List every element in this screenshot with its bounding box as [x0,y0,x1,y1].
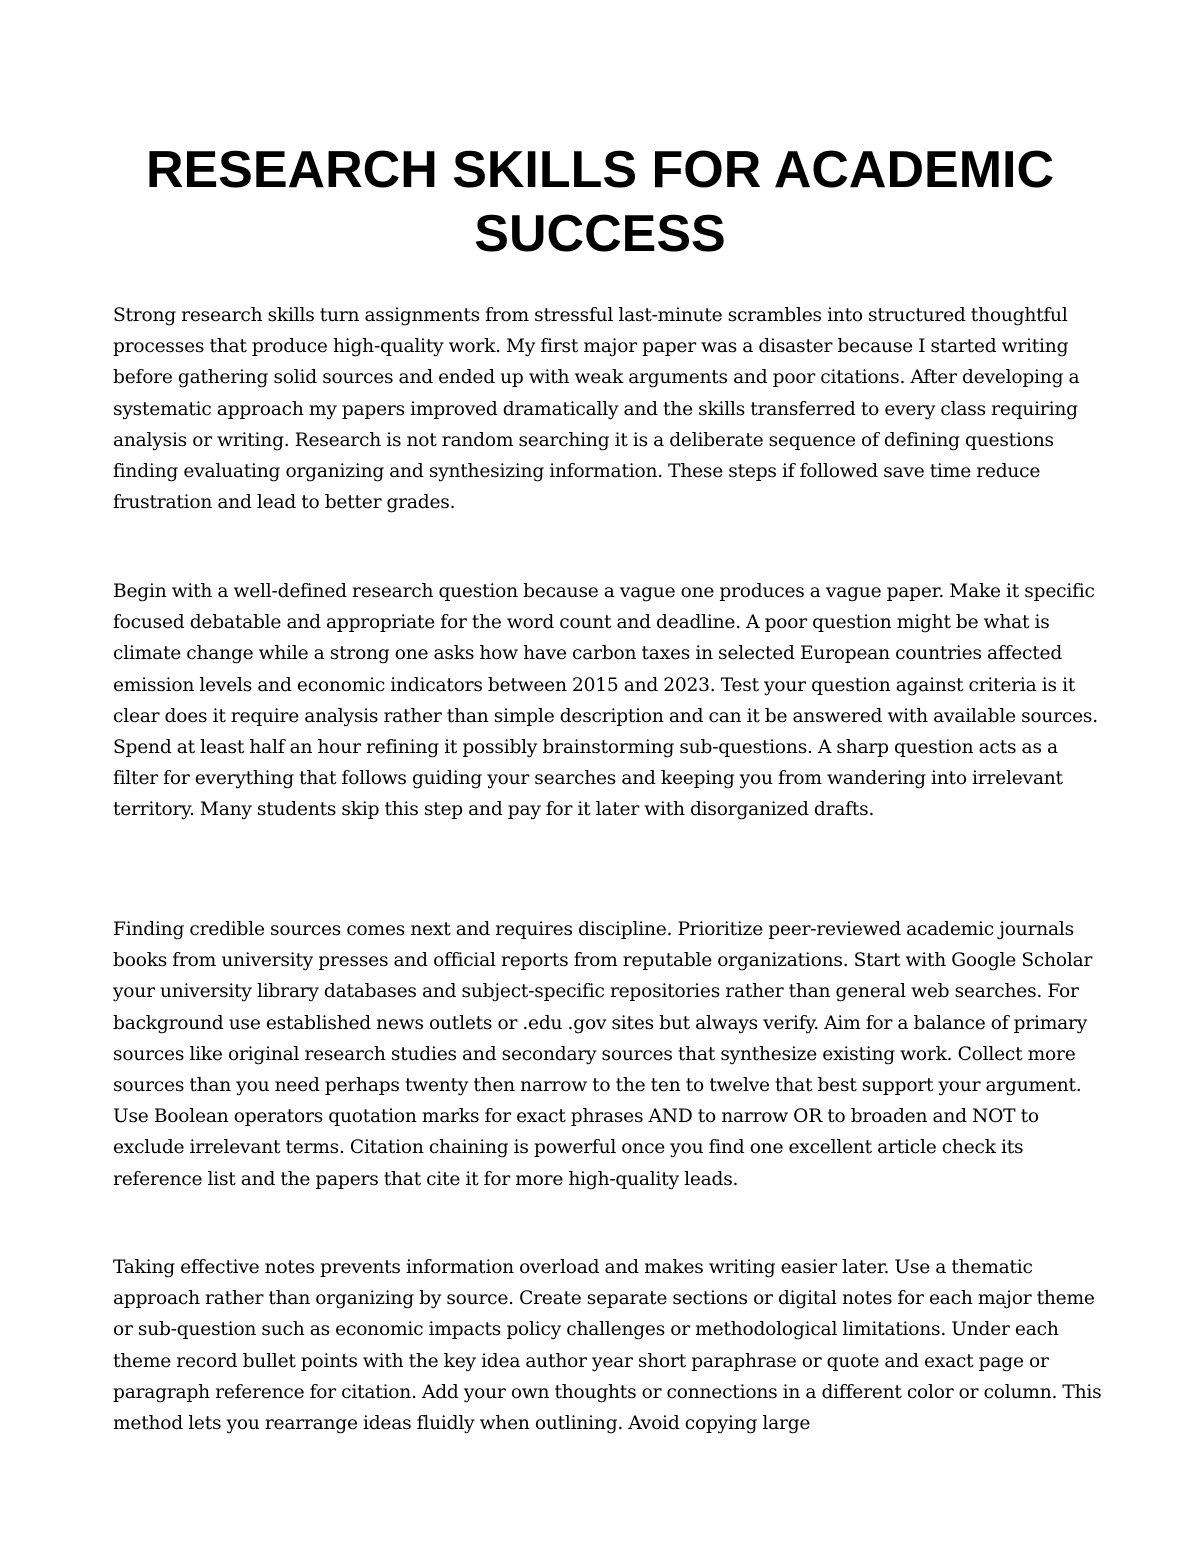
paragraph-research-question: Begin with a well-defined research question because a vague one produces a vague paper. Make it specific focused debatable and appropriate for the word count and deadline. A poor question might be what is climate change while a strong one asks how have carbon taxes in selected European countries affected emission levels and economic indicators between 2015 and 2023. Test your question against criteria is it clear does it require analysis rather than simple description and can it be answered with available sources. Spend at least half an hour refining it possibly brainstorming sub-questions. A sharp question acts as a filter for everything that follows guiding your searches and keeping you from wandering into irrelevant territory. Many students skip this step and pay for it later with disorganized drafts. [113,581,1098,821]
paragraph-credible-sources: Finding credible sources comes next and requires discipline. Prioritize peer-reviewed academic journals books from university presses and official reports from reputable organizations. Start with Google Scholar your university library databases and subject-specific repositories rather than general web searches. For background use established news outlets or .edu .gov sites but always verify. Aim for a balance of primary sources like original research studies and secondary sources that synthesize existing work. Collect more sources than you need perhaps twenty then narrow to the ten to twelve that best support your argument. Use Boolean operators quotation marks for exact phrases AND to narrow OR to broaden and NOT to exclude irrelevant terms. Citation chaining is powerful once you find one excellent article check its reference list and the papers that cite it for more high-quality leads. [113,919,1093,1190]
paragraph-note-taking: Taking effective notes prevents information overload and makes writing easier later. Use a thematic approach rather than organizing by source. Create separate sections or digital notes for each major theme or sub-question such as economic impacts policy challenges or methodological limitations. Under each theme record bullet points with the key idea author year short paraphrase or quote and exact page or paragraph reference for citation. Add your own thoughts or connections in a different color or column. This method lets you rearrange ideas fluidly when outlining. Avoid copying large [113,1257,1102,1435]
document-title: RESEARCH SKILLS FOR ACADEMIC SUCCESS [145,141,1055,263]
paragraph-intro: Strong research skills turn assignments from stressful last-minute scrambles into structured thoughtful processes that produce high-quality work. My first major paper was a disaster because I started writing before gathering solid sources and ended up with weak arguments and poor citations. After developing a systematic approach my papers improved dramatically and the skills transferred to every class requiring analysis or writing. Research is not random searching it is a deliberate sequence of defining questions finding evaluating organizing and synthesizing information. These steps if followed save time reduce frustration and lead to better grades. [113,305,1080,514]
